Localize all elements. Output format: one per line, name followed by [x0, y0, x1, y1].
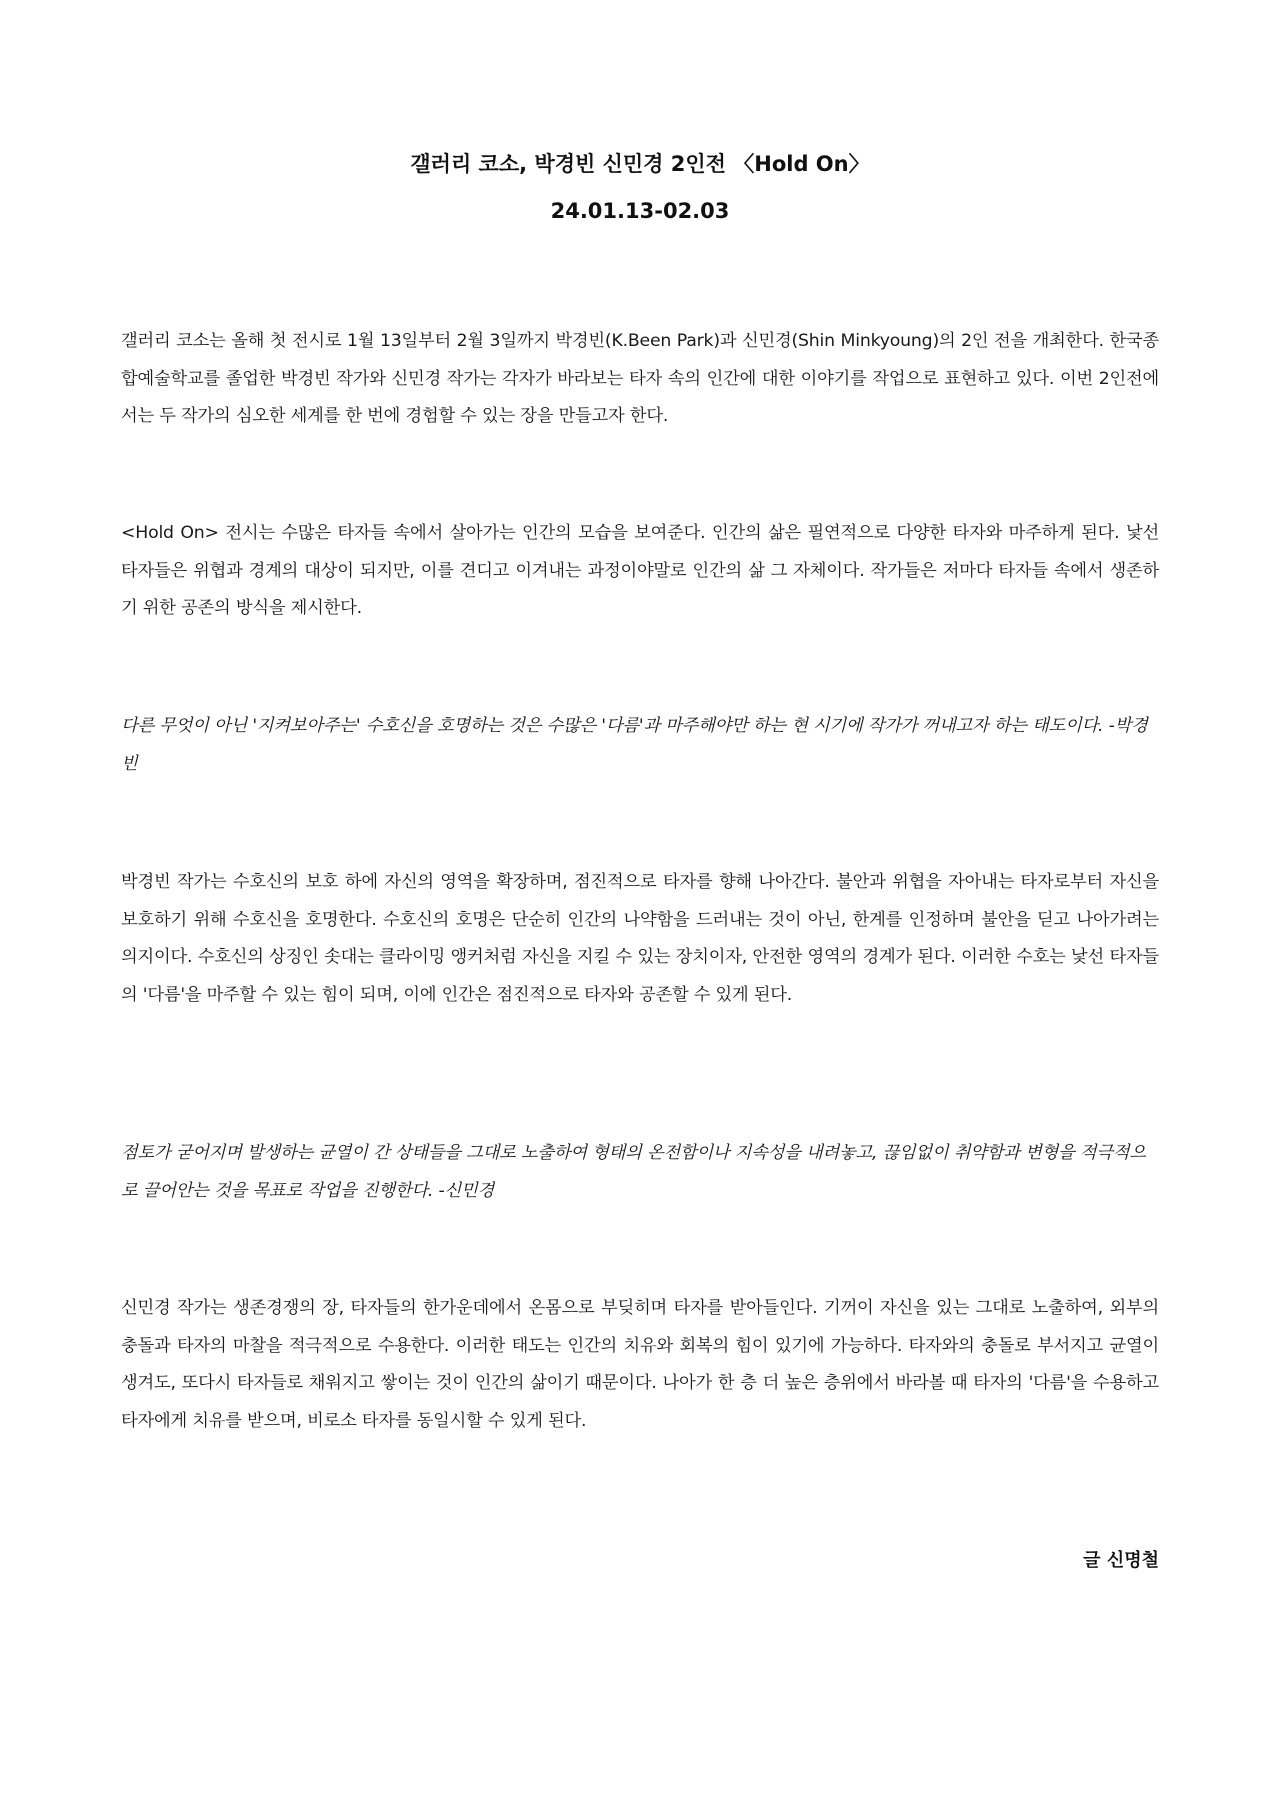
quote-park: 다른 무엇이 아닌 '지켜보아주는' 수호신을 호명하는 것은 수많은 '다름'과 마주해야만 하는 현 시기에 작가가 꺼내고자 하는 태도이다. -박경빈	[121, 716, 1148, 774]
title-block	[0, 150, 1280, 246]
intro-paragraph: 갤러리 코소는 올해 첫 전시로 1월 13일부터 2월 3일까지 박경빈(K.Been Park)과 신민경(Shin Minkyoung)의 2인 전을 개최한다. 한국종합예술학교를 졸업한 박경빈 작가와 신민경 작가는 각자가 바라보는 타자 속의 인간에 대한 이야기를 작업으로 표현하고 있다. 이번 2인전에서는 두 작가의 심오한 세계를 한 번에 경험할 수 있는 장을 만들고자 한다.	[121, 331, 1159, 426]
exhibition-paragraph: <Hold On> 전시는 수많은 타자들 속에서 살아가는 인간의 모습을 보여준다. 인간의 삶은 필연적으로 다양한 타자와 마주하게 된다. 낯선 타자들은 위협과 경계의 대상이 되지만, 이를 견디고 이겨내는 과정이야말로 인간의 삶 그 자체이다. 작가들은 저마다 타자들 속에서 생존하기 위한 공존의 방식을 제시한다.	[121, 523, 1159, 618]
document-title: 갤러리 코소, 박경빈 신민경 2인전 〈Hold On〉	[410, 152, 870, 176]
author-signature: 글 신명철	[1083, 1550, 1159, 1571]
date-range: 24.01.13-02.03	[550, 199, 730, 223]
quote-shin: 점토가 굳어지며 발생하는 균열이 간 상태들을 그대로 노출하여 형태의 온전함이나 지속성을 내려놓고, 끊임없이 취약함과 변형을 적극적으로 끌어안는 것을 목표로 작업을 진행한다. -신민경	[121, 1143, 1146, 1201]
park-paragraph: 박경빈 작가는 수호신의 보호 하에 자신의 영역을 확장하며, 점진적으로 타자를 향해 나아간다. 불안과 위협을 자아내는 타자로부터 자신을 보호하기 위해 수호신을 호명한다. 수호신의 호명은 단순히 인간의 나약함을 드러내는 것이 아닌, 한계를 인정하며 불안을 딛고 나아가려는 의지이다. 수호신의 상징인 솟대는 클라이밍 앵커처럼 자신을 지킬 수 있는 장치이자, 안전한 영역의 경계가 된다. 이러한 수호는 낯선 타자들의 '다름'을 마주할 수 있는 힘이 되며, 이에 인간은 점진적으로 타자와 공존할 수 있게 된다.	[121, 872, 1159, 1005]
shin-paragraph: 신민경 작가는 생존경쟁의 장, 타자들의 한가운데에서 온몸으로 부딪히며 타자를 받아들인다. 기꺼이 자신을 있는 그대로 노출하여, 외부의 충돌과 타자의 마찰을 적극적으로 수용한다. 이러한 태도는 인간의 치유와 회복의 힘이 있기에 가능하다. 타자와의 충돌로 부서지고 균열이 생겨도, 또다시 타자들로 채워지고 쌓이는 것이 인간의 삶이기 때문이다. 나아가 한 층 더 높은 층위에서 바라볼 때 타자의 '다름'을 수용하고 타자에게 치유를 받으며, 비로소 타자를 동일시할 수 있게 된다.	[121, 1298, 1159, 1431]
